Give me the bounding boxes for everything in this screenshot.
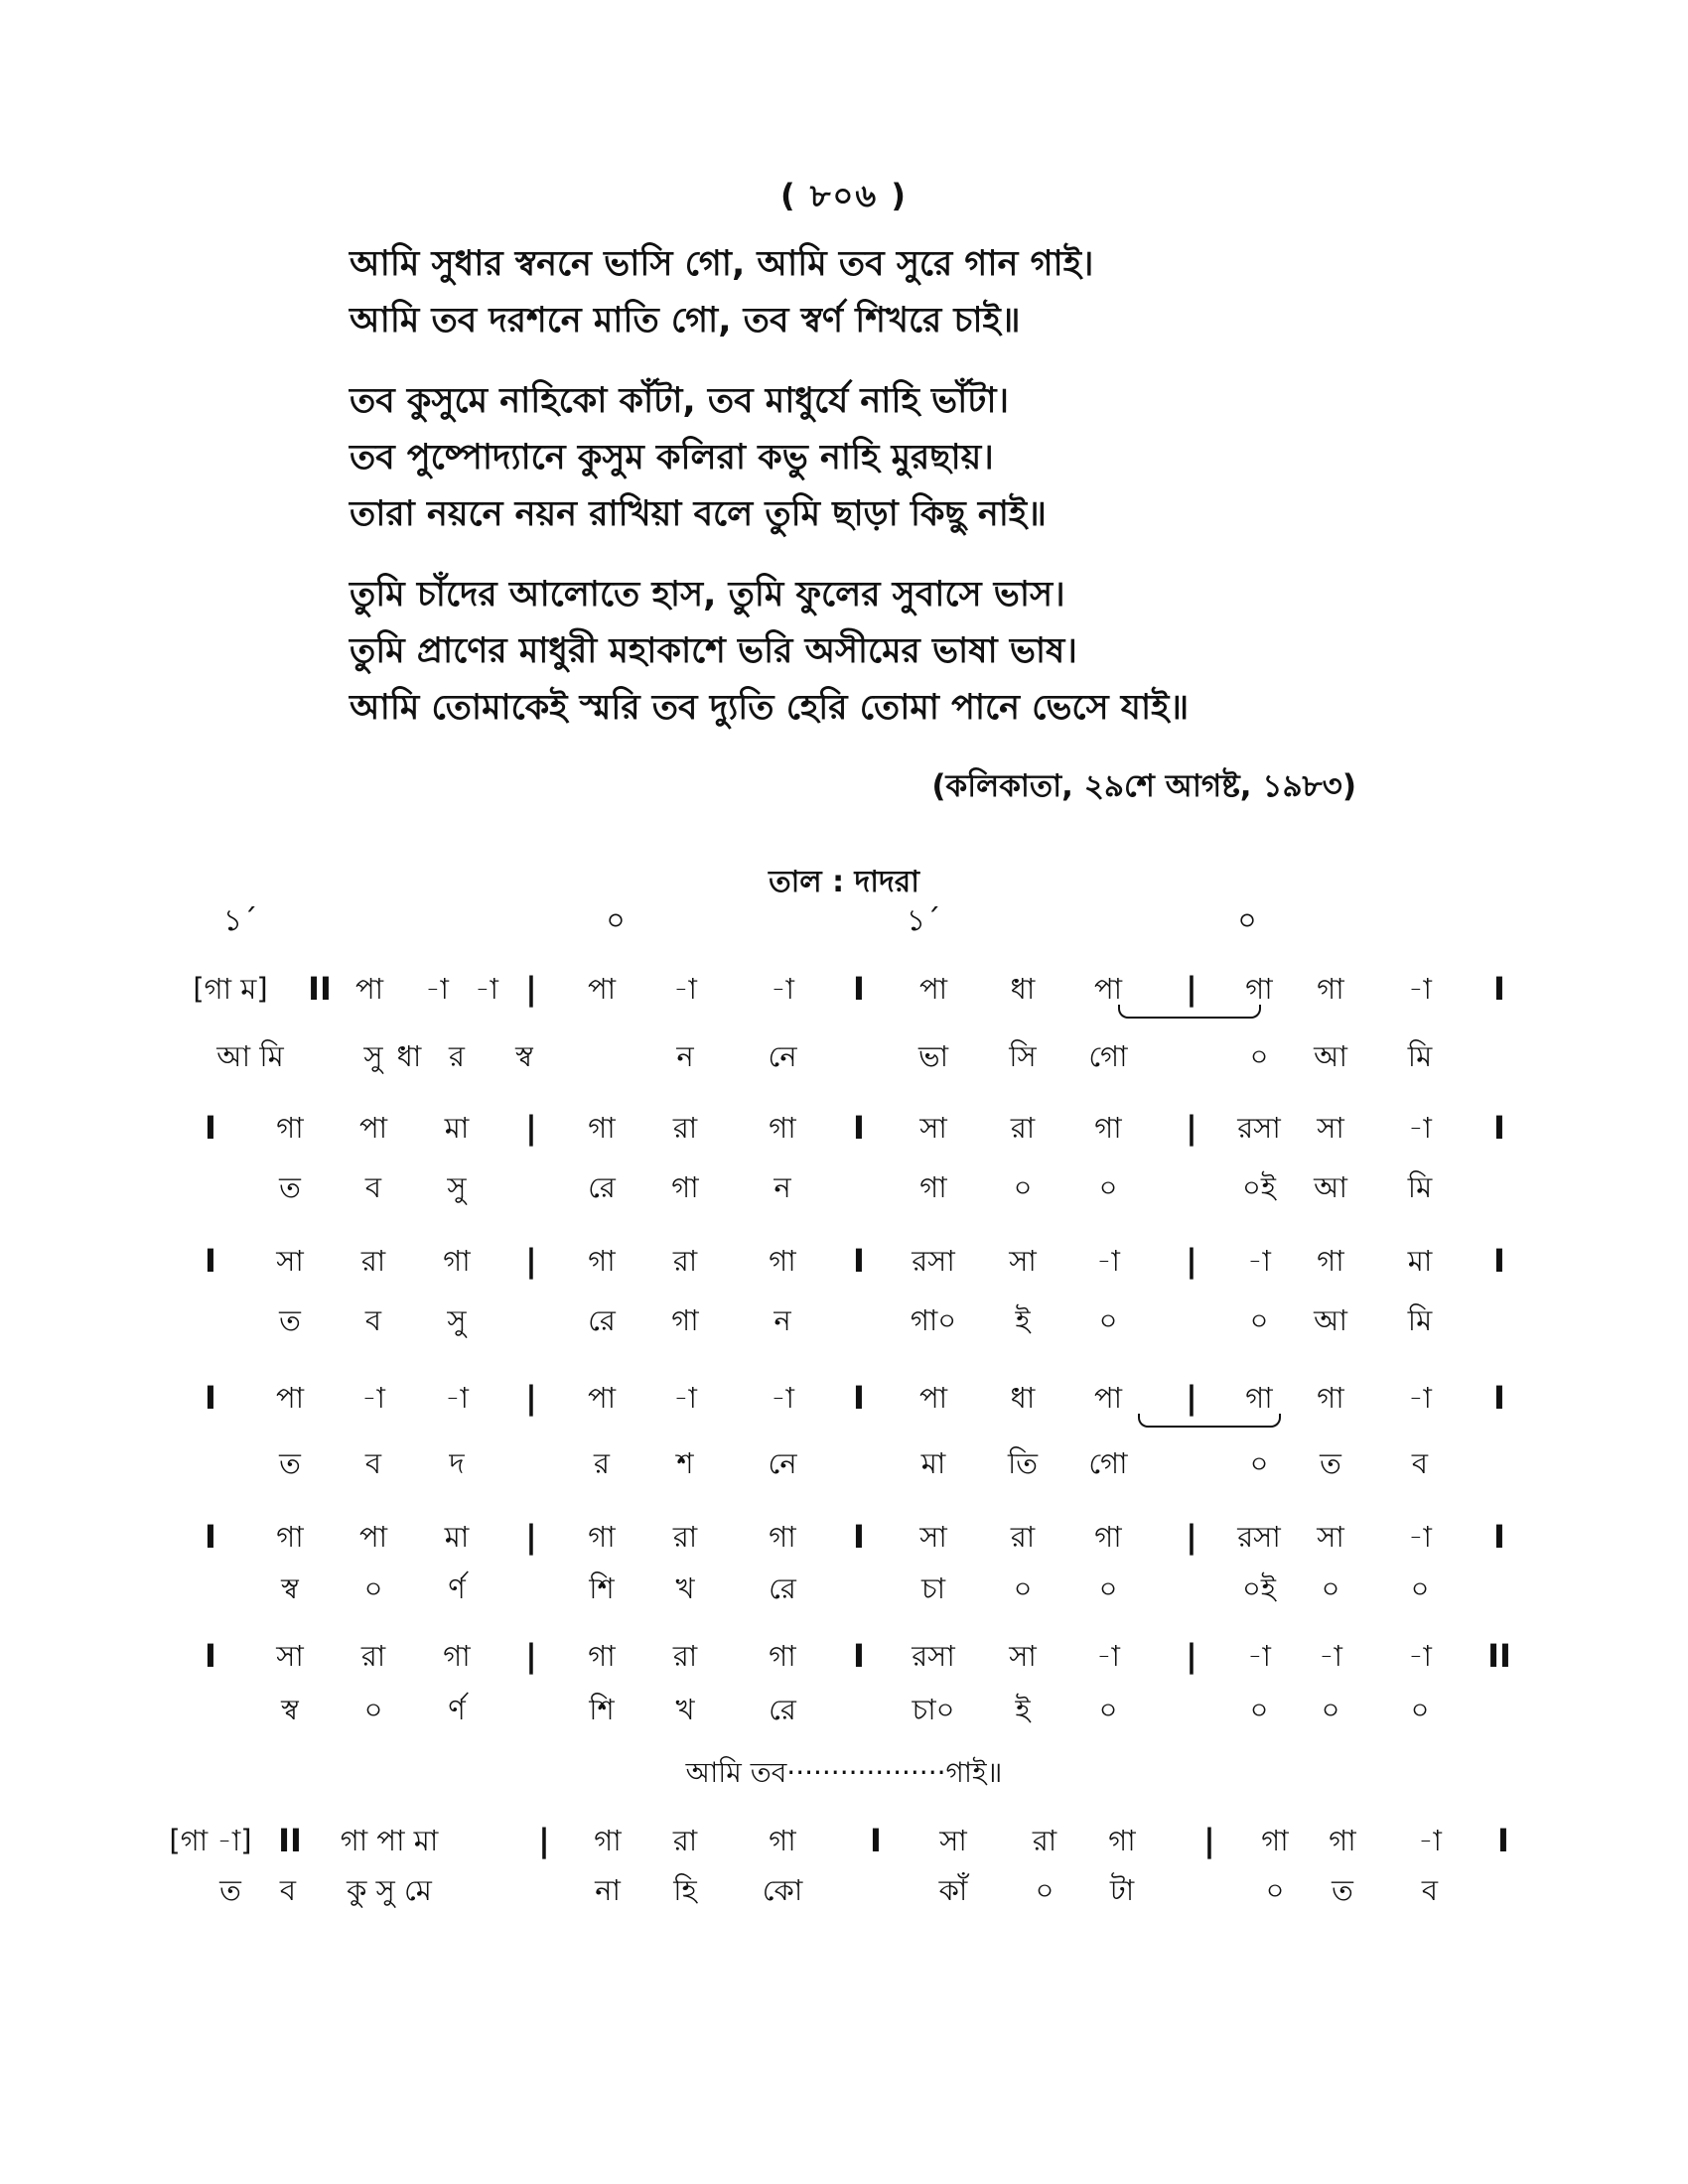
barline: | — [525, 1379, 537, 1417]
lyric-syllable: নে — [768, 1039, 797, 1073]
lyric-syllable: ন — [774, 1303, 791, 1337]
lyric-syllable: ০ — [1249, 1303, 1269, 1337]
swara-note: [গা ম] — [193, 972, 268, 1006]
swara-note: -া — [1247, 1639, 1271, 1673]
lyric-syllable: কো — [762, 1873, 803, 1907]
swara-note: সা — [919, 1111, 947, 1145]
lyric-syllable: খ — [675, 1693, 695, 1726]
swara-note: পা — [1093, 972, 1123, 1006]
barline: I — [853, 1379, 865, 1417]
barline: I — [205, 1379, 216, 1417]
stanza — [350, 236, 1541, 349]
lyric-syllable: নে — [768, 1446, 797, 1480]
lyric-syllable: ০ — [1410, 1571, 1430, 1605]
swara-note: -া — [1408, 972, 1432, 1006]
lyric-syllable: স্ব — [281, 1571, 299, 1605]
lyric-syllable: না — [595, 1873, 621, 1907]
barline: | — [1186, 1518, 1197, 1556]
barline: I — [1493, 1109, 1505, 1147]
lyric-syllable: শি — [589, 1693, 615, 1726]
swara-note: -া — [1247, 1244, 1271, 1278]
lyric-syllable: ত — [1320, 1446, 1341, 1480]
swara-note: সা — [939, 1824, 967, 1857]
lyric-syllable: শ — [676, 1446, 694, 1480]
lyric-syllable: গা০ — [910, 1303, 957, 1337]
lyric-syllable: র্ণ — [448, 1693, 466, 1726]
swara-note: সা — [919, 1520, 947, 1554]
lyric-syllable: স্ব — [281, 1693, 299, 1726]
lyric-syllable: ০ — [1013, 1571, 1033, 1605]
lyric-syllable: ব — [364, 1303, 382, 1337]
stanza — [350, 373, 1541, 543]
lyric-syllable: ০ — [363, 1693, 383, 1726]
swara-note: গা — [769, 1111, 796, 1145]
barline: I — [853, 970, 865, 1008]
lyric-syllable: ০ — [1249, 1693, 1269, 1726]
swara-note: -া — [1408, 1381, 1432, 1415]
lyric-syllable: ন — [774, 1170, 791, 1204]
barline: I — [853, 1637, 865, 1675]
lyric-syllable: ০ — [363, 1571, 383, 1605]
swara-note: গা — [1245, 1381, 1273, 1415]
poem-line: আমি সুধার স্বননে ভাসি গো, আমি তব সুরে গান গাই। — [350, 244, 1094, 284]
swara-note: -া — [445, 1381, 469, 1415]
swara-note: -া — [673, 1381, 697, 1415]
poem-line: তব পুষ্পোদ্যানে কুসুম কলিরা কভু নাহি মুরছায়। — [350, 438, 994, 478]
page-number: ( ৮০৬ ) — [780, 177, 908, 214]
swara-note: -া — [425, 972, 449, 1006]
swara-note: রা — [360, 1244, 386, 1278]
lyric-syllable: ব — [279, 1873, 297, 1907]
lyric-syllable: মি — [1407, 1039, 1433, 1073]
poem-line: আমি তোমাকেই স্মরি তব দ্যুতি হেরি তোমা পানে ভেসে যাই॥ — [350, 688, 1190, 728]
barline: I — [853, 1242, 865, 1280]
swara-note: পা — [1093, 1381, 1123, 1415]
swara-note: গা — [1261, 1824, 1289, 1857]
lyric-syllable: ০ই — [1242, 1571, 1276, 1605]
tala-heading: তাল : দাদরা — [769, 865, 919, 899]
lyric-syllable: ০ — [1249, 1446, 1269, 1480]
lyric-syllable: ব — [1411, 1446, 1429, 1480]
barline: | — [525, 1637, 537, 1675]
lyric-syllable: হি — [673, 1873, 697, 1907]
swara-note: -া — [1408, 1111, 1432, 1145]
lyric-syllable: ০ — [1098, 1170, 1118, 1204]
barline: | — [525, 970, 537, 1008]
swara-note: গা — [276, 1111, 304, 1145]
lyric-syllable: শি — [589, 1571, 615, 1605]
swara-note: রসা — [1237, 1520, 1281, 1554]
swara-note: গা — [1317, 972, 1344, 1006]
swara-note: গা — [443, 1639, 471, 1673]
lyric-syllable: ন — [676, 1039, 694, 1073]
swara-note: পা — [358, 1111, 388, 1145]
swara-note: মা — [1407, 1244, 1433, 1278]
swara-note: সা — [1317, 1520, 1344, 1554]
barline: I — [205, 1518, 216, 1556]
swara-note: গা — [588, 1111, 616, 1145]
lyric-syllable: ব — [1421, 1873, 1439, 1907]
lyric-syllable: স্ব — [515, 1039, 533, 1073]
swara-note: রা — [1010, 1520, 1036, 1554]
lyric-syllable: সু — [447, 1303, 467, 1337]
barline: I — [1493, 1242, 1505, 1280]
swara-note: পা — [275, 1381, 305, 1415]
barline: | — [1186, 1109, 1197, 1147]
swara-note: গা — [1329, 1824, 1356, 1857]
lyric-syllable: ০ — [1035, 1873, 1055, 1907]
lyric-syllable: ই — [1015, 1693, 1031, 1726]
lyric-syllable: দ — [449, 1446, 465, 1480]
lyric-syllable: গো — [1088, 1446, 1128, 1480]
swara-note: -া — [1418, 1824, 1442, 1857]
swara-note: পা — [587, 1381, 617, 1415]
swara-note: গা — [443, 1244, 471, 1278]
swara-note: সা — [276, 1244, 304, 1278]
swara-note: রা — [360, 1639, 386, 1673]
lyric-syllable: ০ই — [1242, 1170, 1276, 1204]
lyric-syllable: আ — [1314, 1039, 1347, 1073]
swara-note: রা — [672, 1639, 698, 1673]
barline: | — [538, 1822, 550, 1859]
lyric-syllable: রে — [769, 1693, 796, 1726]
barline: I — [1493, 1518, 1505, 1556]
lyric-syllable: রে — [588, 1170, 616, 1204]
swara-note: গা — [1245, 972, 1273, 1006]
lyric-syllable: ০ — [1321, 1693, 1340, 1726]
dateline: (কলিকাতা, ২৯শে আগষ্ট, ১৯৮৩) — [931, 768, 1356, 804]
lyric-syllable: র — [594, 1446, 610, 1480]
lyric-syllable: ভা — [917, 1039, 949, 1073]
barline: I — [205, 1109, 216, 1147]
swara-note: ধা — [1010, 1381, 1036, 1415]
lyric-syllable: মি — [1407, 1170, 1433, 1204]
swara-note: গা — [1094, 1520, 1122, 1554]
lyric-syllable: ত — [1332, 1873, 1353, 1907]
barline: I — [205, 1637, 216, 1675]
swara-note: -া — [1096, 1639, 1120, 1673]
beat-marker: ০ — [1237, 903, 1257, 938]
swara-note: রা — [672, 1824, 698, 1857]
poem-line: তব কুসুমে নাহিকো কাঁটা, তব মাধুর্যে নাহি ভাঁটা। — [350, 381, 1010, 421]
lyric-syllable: ০ — [1013, 1170, 1033, 1204]
swara-note: রসা — [912, 1639, 955, 1673]
barline: | — [525, 1109, 537, 1147]
lyric-syllable: ত — [279, 1446, 301, 1480]
lyric-syllable: সু — [447, 1170, 467, 1204]
swara-note: -া — [361, 1381, 385, 1415]
swara-note: সা — [1009, 1244, 1037, 1278]
lyric-syllable: খ — [675, 1571, 695, 1605]
lyric-syllable: ত — [219, 1873, 241, 1907]
swara-note: মা — [444, 1111, 470, 1145]
swara-note: রা — [672, 1520, 698, 1554]
swara-note: -া — [771, 972, 794, 1006]
swara-note: -া — [475, 972, 498, 1006]
swara-note: গা — [769, 1520, 796, 1554]
barline: | — [1186, 1379, 1197, 1417]
poem-line: তারা নয়নে নয়ন রাখিয়া বলে তুমি ছাড়া কিছু নাই॥ — [350, 494, 1047, 534]
lyric-syllable: আ মি — [216, 1039, 284, 1073]
lyric-syllable: ব — [364, 1170, 382, 1204]
barline: | — [1186, 970, 1197, 1008]
barline: I — [205, 1242, 216, 1280]
swara-note: গা — [769, 1639, 796, 1673]
swara-note: গা — [1317, 1381, 1344, 1415]
lyric-syllable: গা — [671, 1170, 699, 1204]
swara-note: পা — [354, 972, 384, 1006]
lyric-syllable: ০ — [1265, 1873, 1285, 1907]
swara-note: মা — [444, 1520, 470, 1554]
barline: I — [1493, 970, 1505, 1008]
lyric-syllable: গো — [1088, 1039, 1128, 1073]
stanza — [350, 567, 1541, 737]
swara-note: গা — [276, 1520, 304, 1554]
beat-marker: ০ — [606, 903, 626, 938]
swara-note: রসা — [912, 1244, 955, 1278]
lyric-syllable: আ — [1314, 1303, 1347, 1337]
barline: II — [278, 1822, 302, 1859]
lyric-syllable: রে — [588, 1303, 616, 1337]
barline: I — [870, 1822, 882, 1859]
barline: | — [1186, 1242, 1197, 1280]
lyric-syllable: ত — [279, 1303, 301, 1337]
swara-note: পা — [918, 972, 948, 1006]
swara-note: -া — [1319, 1639, 1342, 1673]
swara-note: গা পা মা — [340, 1824, 439, 1857]
swara-note: -া — [1408, 1520, 1432, 1554]
barline: | — [1203, 1822, 1215, 1859]
lyric-syllable: ০ — [1249, 1039, 1269, 1073]
swara-note: সা — [1317, 1111, 1344, 1145]
lyric-syllable: মি — [1407, 1303, 1433, 1337]
lyric-syllable: চা০ — [912, 1693, 955, 1726]
barline: | — [525, 1242, 537, 1280]
swara-note: গা — [769, 1824, 796, 1857]
barline: I — [853, 1109, 865, 1147]
swara-note: [গা -া] — [169, 1824, 252, 1857]
swara-note: পা — [587, 972, 617, 1006]
swara-note: সা — [276, 1639, 304, 1673]
lyric-syllable: ০ — [1321, 1571, 1340, 1605]
swara-note: -া — [771, 1381, 794, 1415]
lyric-syllable: গা — [671, 1303, 699, 1337]
lyric-syllable: মা — [920, 1446, 946, 1480]
lyric-syllable: গা — [919, 1170, 947, 1204]
swara-note: রা — [672, 1244, 698, 1278]
swara-note: পা — [918, 1381, 948, 1415]
barline: I — [1497, 1822, 1509, 1859]
barline: I — [853, 1518, 865, 1556]
swara-note: সা — [1009, 1639, 1037, 1673]
poem — [350, 236, 1541, 760]
swara-note: গা — [594, 1824, 622, 1857]
swara-note: রা — [672, 1111, 698, 1145]
barline: II — [308, 970, 332, 1008]
swara-note: রা — [1010, 1111, 1036, 1145]
swara-note: -া — [1408, 1639, 1432, 1673]
lyric-syllable: সু — [363, 1039, 383, 1073]
slur-mark — [1138, 1414, 1281, 1428]
swara-note: পা — [358, 1520, 388, 1554]
lyric-syllable: রে — [769, 1571, 796, 1605]
swara-note: -া — [1096, 1244, 1120, 1278]
lyric-syllable: সি — [1009, 1039, 1037, 1073]
lyric-syllable: আ — [1314, 1170, 1347, 1204]
swara-note: রসা — [1237, 1111, 1281, 1145]
lyric-syllable: ত — [279, 1170, 301, 1204]
swara-note: গা — [1317, 1244, 1344, 1278]
swara-note: গা — [769, 1244, 796, 1278]
swara-note: গা — [588, 1520, 616, 1554]
lyric-syllable: ০ — [1098, 1693, 1118, 1726]
lyric-syllable: র্ণ — [448, 1571, 466, 1605]
swara-note: গা — [588, 1244, 616, 1278]
lyric-syllable: ই — [1015, 1303, 1031, 1337]
swara-note: রা — [1032, 1824, 1057, 1857]
repeat-reference: আমি তব··················গাই॥ — [685, 1756, 1003, 1789]
poem-line: তুমি চাঁদের আলোতে হাস, তুমি ফুলের সুবাসে ভাস। — [350, 575, 1065, 614]
poem-line: আমি তব দরশনে মাতি গো, তব স্বর্ণ শিখরে চাই॥ — [350, 301, 1021, 341]
lyric-syllable: ব — [364, 1446, 382, 1480]
lyric-syllable: কু সু মে — [347, 1873, 432, 1907]
beat-marker: ১´ — [222, 903, 258, 938]
poem-line: তুমি প্রাণের মাধুরী মহাকাশে ভরি অসীমের ভাষা ভাষ। — [350, 631, 1077, 671]
slur-mark — [1118, 1005, 1261, 1019]
swara-note: গা — [1094, 1111, 1122, 1145]
barline: | — [525, 1518, 537, 1556]
barline: II — [1487, 1637, 1511, 1675]
beat-marker: ১´ — [906, 903, 941, 938]
swara-note: গা — [588, 1639, 616, 1673]
lyric-syllable: কাঁ — [938, 1873, 968, 1907]
swara-note: ধা — [1010, 972, 1036, 1006]
barline: | — [1186, 1637, 1197, 1675]
lyric-syllable: ০ — [1098, 1571, 1118, 1605]
lyric-syllable: ধা — [396, 1039, 422, 1073]
lyric-syllable: চা — [920, 1571, 946, 1605]
swara-note: -া — [673, 972, 697, 1006]
lyric-syllable: ০ — [1410, 1693, 1430, 1726]
lyric-syllable: টা — [1109, 1873, 1135, 1907]
lyric-syllable: ০ — [1098, 1303, 1118, 1337]
lyric-syllable: র — [449, 1039, 465, 1073]
lyric-syllable: তি — [1007, 1446, 1039, 1480]
swara-note: গা — [1108, 1824, 1136, 1857]
barline: I — [1493, 1379, 1505, 1417]
